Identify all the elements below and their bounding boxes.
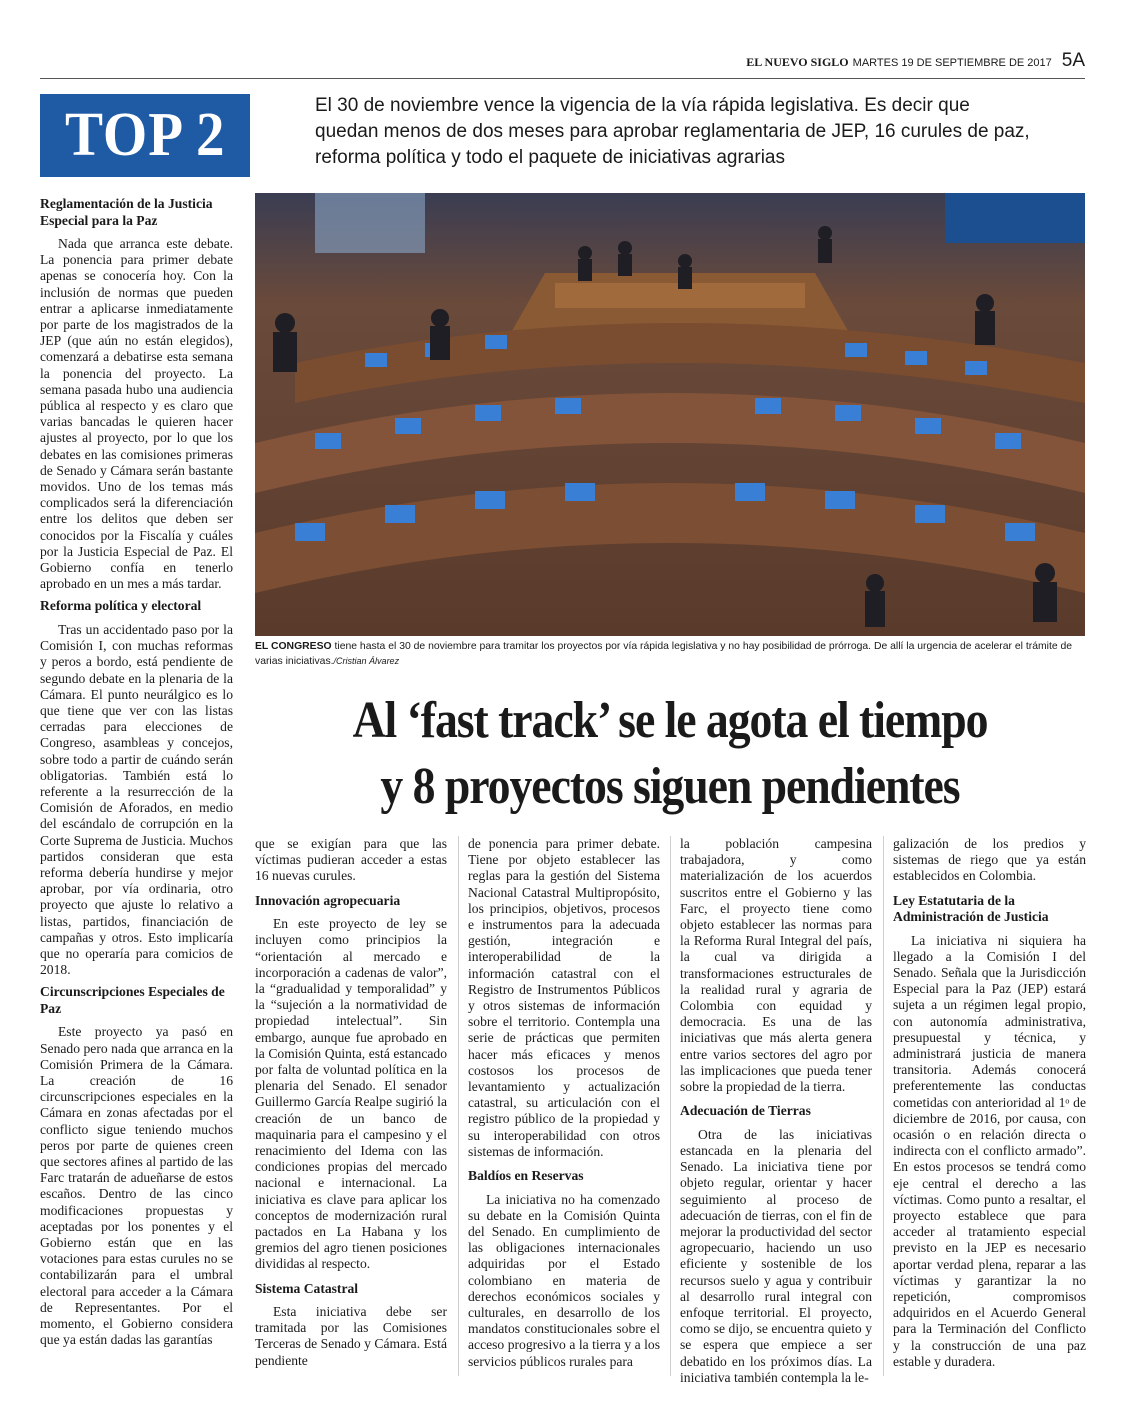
subhead-catastral: Sistema Catastral	[255, 1280, 359, 1296]
paragraph: Otra de las iniciativas estancada en la plenaria del Senado. La iniciativa tiene por objeto regular, orientar y hacer seguimiento al proceso de adecuación de tierras, con el fin de mejorar la productividad del sector agropecuario, haciendo un uso eficiente y sostenible de los recursos suelo y agua y contribuir al desarrollo rural integral con enfoque territorial. El proyecto, como se dijo, se encuentra quieto y se espera que empiece a ser debatido en los próximos días. La iniciativa también contempla la le-	[680, 1126, 872, 1385]
subhead-baldios: Baldíos en Reservas	[468, 1168, 584, 1184]
article-column-4	[680, 836, 872, 1386]
paragraph: La iniciativa ni siquiera ha llegado a la Comisión I del Senado. Señala que la Jurisdicción Especial para la Paz (JEP) estará sujeta a un régimen legal propio, con autonomía administrativa, presupuestal y técnica, y administrará justicia de manera transitoria. Además conocerá preferentemente las conductas cometidas con anterioridad al 1ᵒ de diciembre de 2016, por causa, con ocasión o en relación directa o indirecta con el conflicto armado”. En estos procesos se tendrá como eje central el derecho a las víctimas. Como punto a resaltar, el proyecto establece que para acceder al tratamiento especial previsto en la JEP es necesario aportar verdad plena, reparar a las víctimas y garantizar la no repetición, compromisos adquiridos en el Acuerdo General para la Terminación del Conflicto y la construcción de una paz estable y duradera.	[893, 932, 1086, 1369]
caption-lead: EL CONGRESO	[255, 641, 332, 652]
photo-credit: /Cristian Álvarez	[333, 656, 400, 666]
paragraph: la población campesina trabajadora, y como materialización de los acuerdos suscritos entre el Gobierno y las Farc, el proyecto tiene como objeto establecer las normas para la Reforma Rural Integral del país, la cual va dirigida a transformaciones estructurales de la realidad rural y agraria de Colombia con equidad y democracia. Es una de las iniciativas que más alerta genera entre varios sectores del agro por las implicaciones que pueda tener sobre la propiedad de la tierra.	[680, 836, 872, 1095]
paragraph: Nada que arranca este debate. La ponencia para primer debate apenas se conocería hoy. Con la inclusión de normas que pueden entrar a aplicarse inmediatamente por parte de los magistrados de la JEP (que aún no están elegidos), comenzará a debatirse esta semana la ponencia del proyecto. La semana pasada hubo una audiencia pública al respecto y es claro que varias bancadas le quieren hacer ajustes al proyecto, por lo que los debates en las comisiones primeras de Senado y Cámara serán bastante movidos. Uno de los temas más complicados será la diferenciación entre los delitos que deben ser conocidos por la Fiscalía y cuáles por la Justicia Especial de Paz. El Gobierno confía en tenerlo aprobado en un mes a más tardar.	[40, 236, 233, 592]
article-column-1	[40, 196, 233, 1349]
caption-text: tiene hasta el 30 de noviembre para tramitar los proyectos por vía rápida legislativa y no hay posibilidad de prórroga. De allí la urgencia de acelerar el trámite de varias iniciativas.	[255, 641, 1073, 667]
paragraph: La iniciativa no ha comenzado su debate en la Comisión Quinta del Senado. En cumplimiento de las obligaciones internacionales adquiridas por el Estado colombiano en materia de derechos económicos sociales y culturales, en desarrollo de los mandatos constitucionales sobre el acceso progresivo a la tierra y a los servicios públicos rurales para	[468, 1191, 660, 1369]
deck-text: El 30 de noviembre vence la vigencia de la vía rápida legislativa. Es decir que quedan menos de dos meses para aprobar reglamentaria de JEP, 16 curules de paz, reforma política y todo el paquete de iniciativas agrarias	[315, 95, 1030, 168]
subhead-ley-estatutaria: Ley Estatutaria de la Administración de Justicia	[893, 892, 1049, 925]
page-number: 5A	[1061, 50, 1085, 71]
photo-caption	[255, 640, 1085, 669]
article-column-2	[255, 836, 447, 1369]
article-column-3	[468, 836, 660, 1370]
paragraph: Esta iniciativa debe ser tramitada por las Comisiones Terceras de Senado y Cámara. Está pendiente	[255, 1304, 447, 1368]
paragraph: de ponencia para primer debate. Tiene por objeto establecer las reglas para la gestión del Sistema Nacional Catastral Multipropósito, los principios, objetivos, procesos e instrumentos para la adecuada gestión, integración e interoperabilidad de la información catastral con el Registro de Instrumentos Públicos y otros sistemas de información sobre el territorio. Contempla una serie de prácticas que permiten hacer más eficaces y menos costosos los procesos de levantamiento y actualización catastral, su articulación con el registro público de la propiedad y su interoperabilidad con otros sistemas de información.	[468, 836, 660, 1159]
column-rule	[883, 836, 884, 1376]
section-badge: TOP 2	[40, 94, 250, 177]
headline	[255, 688, 1085, 820]
subhead-jep: Reglamentación de la Justicia Especial para la Paz	[40, 196, 213, 228]
subhead-circunscripciones: Circunscripciones Especiales de Paz	[40, 984, 225, 1016]
paragraph: que se exigían para que las víctimas pudieran acceder a estas 16 nuevas curules.	[255, 836, 447, 884]
congress-photo	[255, 193, 1085, 636]
article-column-5	[893, 836, 1086, 1370]
paragraph: Este proyecto ya pasó en Senado pero nada que arranca en la Comisión Primera de la Cámara. La creación de 16 circunscripciones especiales en la Cámara en zonas afectadas por el conflicto sigue teniendo muchos peros por parte de quienes creen que sectores afines al partido de las Farc tratarán de adueñarse de estos escaños. Dentro de las cinco modificaciones propuestas y aceptadas por los ponentes y el Gobierno están que en las votaciones para estas curules no se contabilizarán para el umbral electoral para acceder a la Cámara de Representantes. Por el momento, el Gobierno considera que ya están dadas las garantías	[40, 1024, 233, 1348]
paragraph: Tras un accidentado paso por la Comisión I, con muchas reformas y peros a bordo, está pendiente de segundo debate en la plenaria de la Cámara. El punto neurálgico es lo que tiene que ver con las listas cerradas para elecciones de Congreso, asambleas y concejos, sobre todo a partir de cuándo serán obligatorias. También está lo referente a la resurrección de la Comisión de Aforados, en medio del escándalo de corrupción en la Corte Suprema de Justicia. Muchos partidos consideran que esta reforma debería hundirse y mejor aprobar, por vía ordinaria, otro proyecto que ajuste lo relativo a listas, partidos, financiación de campañas y otros. Esto implicaría que no operaría para comicios de 2018.	[40, 621, 233, 978]
headline-line-1: Al ‘fast track’ se le agota el tiempo	[352, 692, 988, 749]
masthead-rule	[40, 78, 1085, 79]
column-rule	[670, 836, 671, 1376]
paragraph: galización de los predios y sistemas de riego que ya están establecidos en Colombia.	[893, 836, 1086, 884]
newspaper-name: EL NUEVO SIGLO	[746, 55, 849, 69]
masthead	[40, 50, 1085, 74]
subhead-reforma-politica: Reforma política y electoral	[40, 598, 202, 614]
paragraph: En este proyecto de ley se incluyen como principios la “orientación al mercado e incorporación a cadenas de valor”, la “gradualidad y temporalidad” y la “sujeción a la normatividad de propiedad intelectual”. Sin embargo, aunque fue aprobado en la Comisión Quinta, está estancado por falta de voluntad política en la plenaria del Senado. El senador Guillermo García Realpe sugirió la creación de un banco de maquinaria para el campesino y el renacimiento del Idema con las condiciones propias del mercado nacional e internacional. La iniciativa es clave para aplicar los conceptos de modernización rural pactados en La Habana y los gremios del agro tienen posiciones divididas al respecto.	[255, 916, 447, 1272]
subhead-adecuacion: Adecuación de Tierras	[680, 1103, 811, 1119]
subhead-innovacion: Innovación agropecuaria	[255, 892, 401, 908]
headline-line-2: y 8 proyectos siguen pendientes	[380, 758, 960, 815]
column-rule	[458, 836, 459, 1376]
issue-date: MARTES 19 DE SEPTIEMBRE DE 2017	[852, 57, 1052, 69]
